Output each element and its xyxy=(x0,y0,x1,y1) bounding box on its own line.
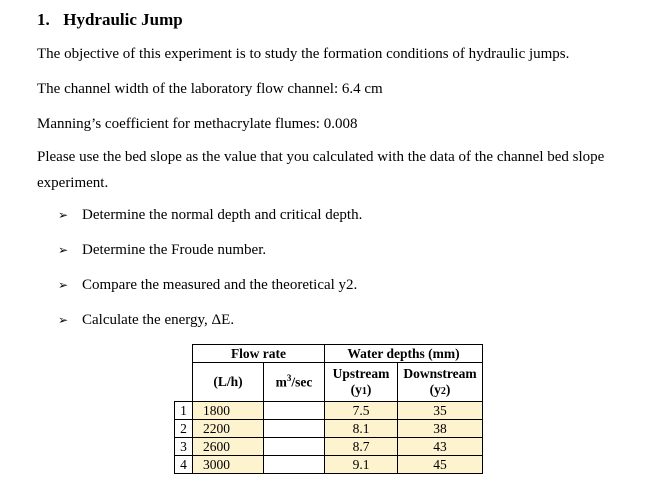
m3sec-unit-header: $m^3/\sec$ xyxy=(264,363,325,402)
arrow-bullet-icon: ➢ xyxy=(58,278,69,292)
upstream-cell: 8.1 xyxy=(325,420,398,438)
flow-m3sec-cell xyxy=(264,456,325,474)
upstream-cell: 8.7 xyxy=(325,438,398,456)
bullet-item xyxy=(58,242,266,259)
flow-m3sec-cell xyxy=(264,438,325,456)
table-row xyxy=(175,420,483,438)
bullet-item xyxy=(58,207,362,224)
row-index: 1 xyxy=(175,402,193,420)
bullet-text: Determine the Froude number. xyxy=(82,242,267,258)
bullet-item xyxy=(58,277,357,294)
flow-m3sec-cell xyxy=(264,420,325,438)
bullet-text: Determine the normal depth and critical depth. xyxy=(82,207,363,223)
flow-lh-cell: 2200 xyxy=(193,420,264,438)
row-index: 3 xyxy=(175,438,193,456)
section-heading xyxy=(37,10,183,30)
flow-m3sec-cell xyxy=(264,402,325,420)
downstream-cell: 43 xyxy=(398,438,483,456)
table-row xyxy=(175,402,483,420)
row-index: 2 xyxy=(175,420,193,438)
bullet-item xyxy=(58,312,234,329)
lh-unit-header: (L/h) xyxy=(193,363,264,402)
downstream-cell: 35 xyxy=(398,402,483,420)
flow-lh-cell: 3000 xyxy=(193,456,264,474)
water-depths-header: Water depths (mm) xyxy=(325,345,483,363)
manning-coefficient-paragraph: Manning’s coefficient for methacrylate flumes: 0.008 xyxy=(37,116,358,132)
row-index: 4 xyxy=(175,456,193,474)
downstream-cell: 45 xyxy=(398,456,483,474)
downstream-header: Downstream (y2) xyxy=(398,363,483,402)
flow-lh-cell: 2600 xyxy=(193,438,264,456)
upstream-cell: 9.1 xyxy=(325,456,398,474)
section-number: 1. xyxy=(37,10,50,29)
downstream-cell: 38 xyxy=(398,420,483,438)
channel-width-paragraph: The channel width of the laboratory flow channel: 6.4 cm xyxy=(37,81,383,97)
flow-rate-header: Flow rate xyxy=(193,345,325,363)
bullet-text: Calculate the energy, ΔE. xyxy=(82,312,235,328)
table-row xyxy=(175,438,483,456)
arrow-bullet-icon: ➢ xyxy=(58,243,69,257)
bullet-text: Compare the measured and the theoretical y2. xyxy=(82,277,358,293)
upstream-cell: 7.5 xyxy=(325,402,398,420)
bed-slope-paragraph: Please use the bed slope as the value that you calculated with the data of the channel bed slope experiment. xyxy=(37,149,605,191)
section-title: Hydraulic Jump xyxy=(63,10,183,29)
table-row xyxy=(175,456,483,474)
objective-paragraph: The objective of this experiment is to study the formation conditions of hydraulic jumps. xyxy=(37,46,570,62)
data-table xyxy=(174,344,483,474)
upstream-header: Upstream (y1) xyxy=(325,363,398,402)
arrow-bullet-icon: ➢ xyxy=(58,208,69,222)
flow-lh-cell: 1800 xyxy=(193,402,264,420)
arrow-bullet-icon: ➢ xyxy=(58,313,69,327)
